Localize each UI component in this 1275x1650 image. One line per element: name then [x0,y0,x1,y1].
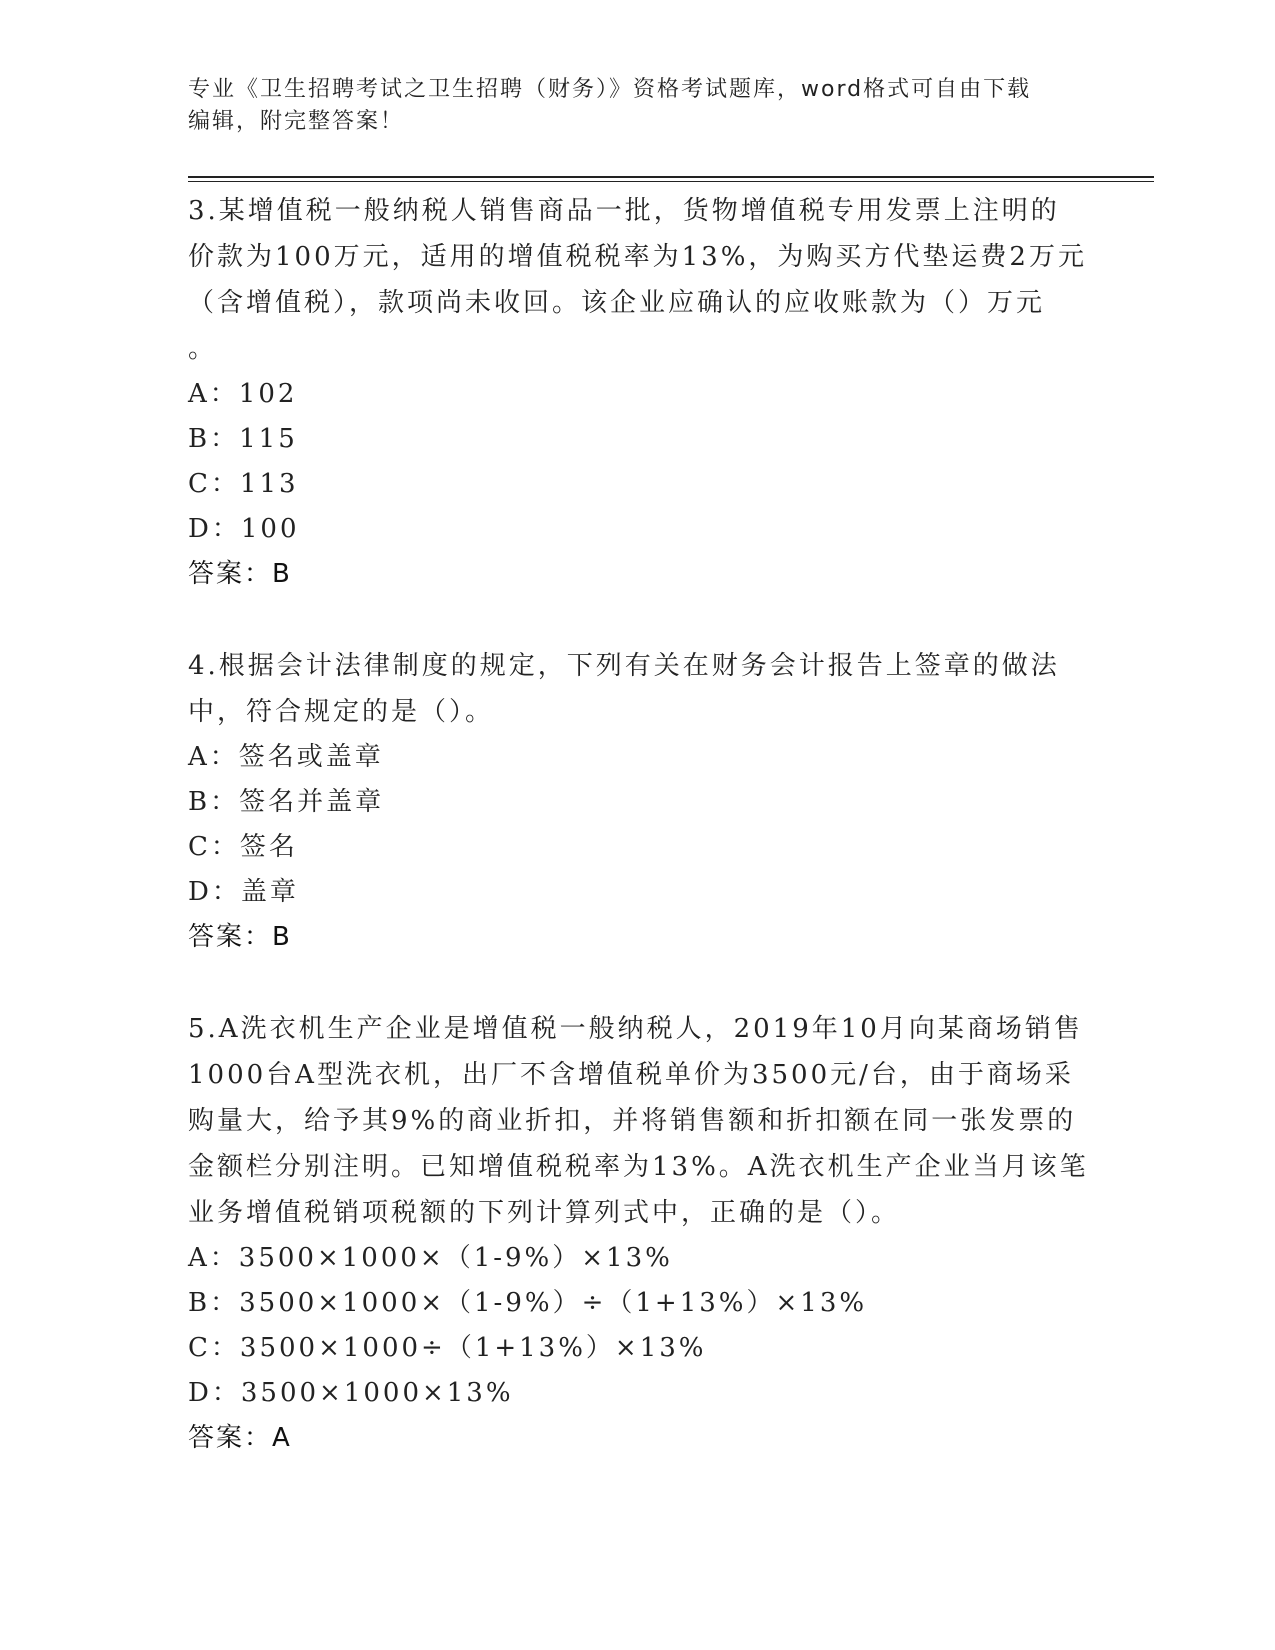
option-text: 3500×1000×13% [240,1378,514,1408]
answer-line: 答案：B [188,559,292,589]
option-text: 签名并盖章 [239,787,385,817]
question-stem-line: 金额栏分别注明。已知增值税税率为13%。A洗衣机生产企业当月该笔 [188,1152,1089,1182]
option-d [188,1371,1088,1416]
option-d [188,870,1088,915]
option-key: C： [188,832,240,862]
question-3 [188,188,1088,597]
question-stem-line: 中，符合规定的是（）。 [188,697,495,727]
option-text: 102 [238,379,298,409]
option-text: 签名或盖章 [238,742,384,772]
question-4 [188,643,1088,960]
option-key: A： [188,1243,239,1273]
question-stem-line: 5.A洗衣机生产企业是增值税一般纳税人，2019年10月向某商场销售 [188,1014,1083,1044]
question-stem-line: （含增值税），款项尚未收回。该企业应确认的应收账款为（）万元 [188,288,1046,318]
question-5 [188,1006,1088,1461]
question-stem-line: 1000台A型洗衣机，出厂不含增值税单价为3500元/台，由于商场采 [188,1060,1074,1090]
option-text: 签名 [239,832,298,862]
option-text: 115 [239,424,298,454]
option-c [188,1326,1088,1371]
option-key: B： [188,1288,240,1318]
option-b [188,780,1088,825]
header-divider-thick [188,176,1154,178]
option-key: C： [188,1333,240,1363]
option-d [188,507,1088,552]
header-title-line-2: 编辑，附完整答案！ [188,109,405,134]
question-stem-line: 4.根据会计法律制度的规定，下列有关在财务会计报告上签章的做法 [188,651,1060,681]
question-stem-line: 。 [188,334,218,364]
option-key: D： [188,877,241,907]
option-key: B： [188,787,240,817]
header-title-line-1: 专业《卫生招聘考试之卫生招聘（财务）》资格考试题库，word格式可自由下载 [188,77,1032,102]
option-text: 100 [240,514,300,544]
option-text: 3500×1000×（1-9%）×13% [238,1243,673,1273]
option-text: 113 [239,469,299,499]
question-stem-line: 购量大，给予其9%的商业折扣，并将销售额和折扣额在同一张发票的 [188,1106,1077,1136]
option-c [188,825,1088,870]
option-text: 盖章 [240,877,299,907]
option-a [188,735,1088,780]
option-a [188,372,1088,417]
document-header [188,74,1068,138]
option-text: 3500×1000÷（1+13%）×13% [239,1333,707,1363]
option-key: A： [188,742,239,772]
question-stem-line: 价款为100万元，适用的增值税税率为13%，为购买方代垫运费2万元 [188,242,1087,272]
option-key: D： [188,1378,241,1408]
option-key: C： [188,469,240,499]
option-text: 3500×1000×（1-9%）÷（1+13%）×13% [239,1288,868,1318]
option-c [188,462,1088,507]
option-b [188,1281,1088,1326]
option-key: A： [188,379,239,409]
header-divider-thin [188,181,1154,182]
option-a [188,1236,1088,1281]
question-stem-line: 业务增值税销项税额的下列计算列式中，正确的是（）。 [188,1198,901,1228]
option-key: D： [188,514,241,544]
option-key: B： [188,424,240,454]
answer-line: 答案：B [188,922,292,952]
option-b [188,417,1088,462]
question-stem-line: 3.某增值税一般纳税人销售商品一批，货物增值税专用发票上注明的 [188,196,1060,226]
answer-line: 答案：A [188,1423,292,1453]
